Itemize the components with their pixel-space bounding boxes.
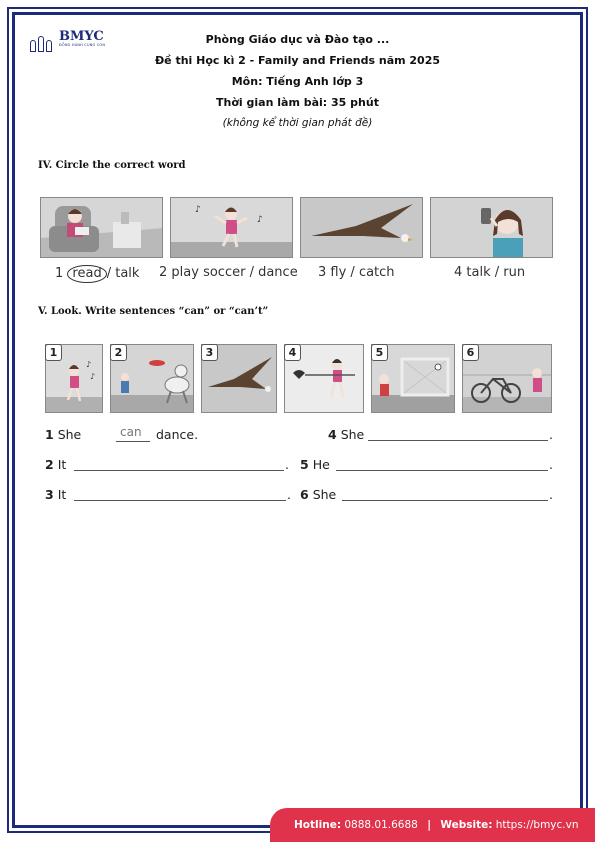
eagle-flying-icon <box>300 197 423 258</box>
picture-number: 5 <box>371 344 388 361</box>
option-number: 1 <box>55 266 64 281</box>
option-text[interactable]: talk / run <box>466 265 526 280</box>
svg-text:♪: ♪ <box>257 215 263 225</box>
section-v-title: V. Look. Write sentences “can” or “can’t” <box>38 306 269 317</box>
footer-separator: | <box>427 819 432 831</box>
brand-tagline: ĐỒNG HÀNH CÙNG CON <box>59 43 106 47</box>
sentence-subject: It <box>57 487 67 502</box>
svg-text:♪: ♪ <box>195 205 201 215</box>
picture-number: 6 <box>462 344 479 361</box>
sentence-subject: She <box>57 427 82 442</box>
option-text[interactable]: / talk <box>106 266 140 281</box>
answer-blank[interactable] <box>336 470 548 471</box>
header-department: Phòng Giáo dục và Đào tạo ... <box>205 33 390 46</box>
sentence-subject: She <box>340 427 365 442</box>
hotline-number[interactable]: 0888.01.6688 <box>344 819 418 831</box>
exam-header <box>0 29 595 134</box>
sentence-number: 1 <box>45 427 54 442</box>
answer-blank[interactable] <box>74 500 286 501</box>
girl-dancing-icon <box>170 197 293 258</box>
sentence-subject: She <box>312 487 337 502</box>
answer-blank[interactable] <box>116 441 150 442</box>
option-number: 4 <box>454 265 463 280</box>
picture-number: 2 <box>110 344 127 361</box>
header-subject: Môn: Tiếng Anh lớp 3 <box>231 75 364 88</box>
option-number: 3 <box>318 265 327 280</box>
website-link[interactable]: https://bmyc.vn <box>495 819 579 831</box>
answer-blank[interactable] <box>368 440 548 441</box>
sentence-number: 6 <box>300 487 309 502</box>
answer-blank[interactable] <box>342 500 548 501</box>
sentence-end: . <box>287 487 291 502</box>
sentence-number: 5 <box>300 457 309 472</box>
sentence-end: . <box>285 457 289 472</box>
option-number: 2 <box>159 265 168 280</box>
header-exam-title: Đề thi Học kì 2 - Family and Friends năm 2025 <box>154 54 441 67</box>
sentence-number: 2 <box>45 457 54 472</box>
circled-answer[interactable]: read <box>67 265 106 283</box>
picture-number: 4 <box>284 344 301 361</box>
website-label: Website: <box>440 819 493 831</box>
sentence-2 <box>45 457 66 472</box>
girl-reading-icon <box>40 197 163 258</box>
hotline-label: Hotline: <box>294 819 342 831</box>
option-item-1 <box>55 265 139 283</box>
sentence-1 <box>45 427 81 442</box>
page-border-inner <box>12 12 583 828</box>
sentence-6 <box>300 487 336 502</box>
option-text[interactable]: fly / catch <box>330 265 395 280</box>
header-duration: Thời gian làm bài: 35 phút <box>216 96 379 109</box>
sentence-tail: dance. <box>156 427 199 442</box>
section-iv-title: IV. Circle the correct word <box>38 160 186 171</box>
sample-answer: can <box>120 425 142 439</box>
svg-text:♪: ♪ <box>86 360 92 369</box>
sentence-subject: He <box>312 457 330 472</box>
picture-number: 1 <box>45 344 62 361</box>
sentence-number: 3 <box>45 487 54 502</box>
girl-phone-icon <box>430 197 553 258</box>
sentence-number: 4 <box>328 427 337 442</box>
option-text[interactable]: play soccer / dance <box>171 265 298 280</box>
sentence-end: . <box>549 487 553 502</box>
option-item-4 <box>454 265 525 280</box>
contact-footer <box>270 808 595 842</box>
option-item-2 <box>159 265 298 280</box>
brand-name: BMYC <box>59 29 104 44</box>
sentence-4 <box>328 427 364 442</box>
sentence-end: . <box>549 457 553 472</box>
sentence-end: . <box>549 427 553 442</box>
option-item-3 <box>318 265 395 280</box>
sentence-5 <box>300 457 330 472</box>
header-note: (không kể thời gian phát đề) <box>222 117 373 129</box>
sentence-3 <box>45 487 66 502</box>
sentence-subject: It <box>57 457 67 472</box>
picture-number: 3 <box>201 344 218 361</box>
answer-blank[interactable] <box>74 470 284 471</box>
svg-text:♪: ♪ <box>90 372 96 381</box>
